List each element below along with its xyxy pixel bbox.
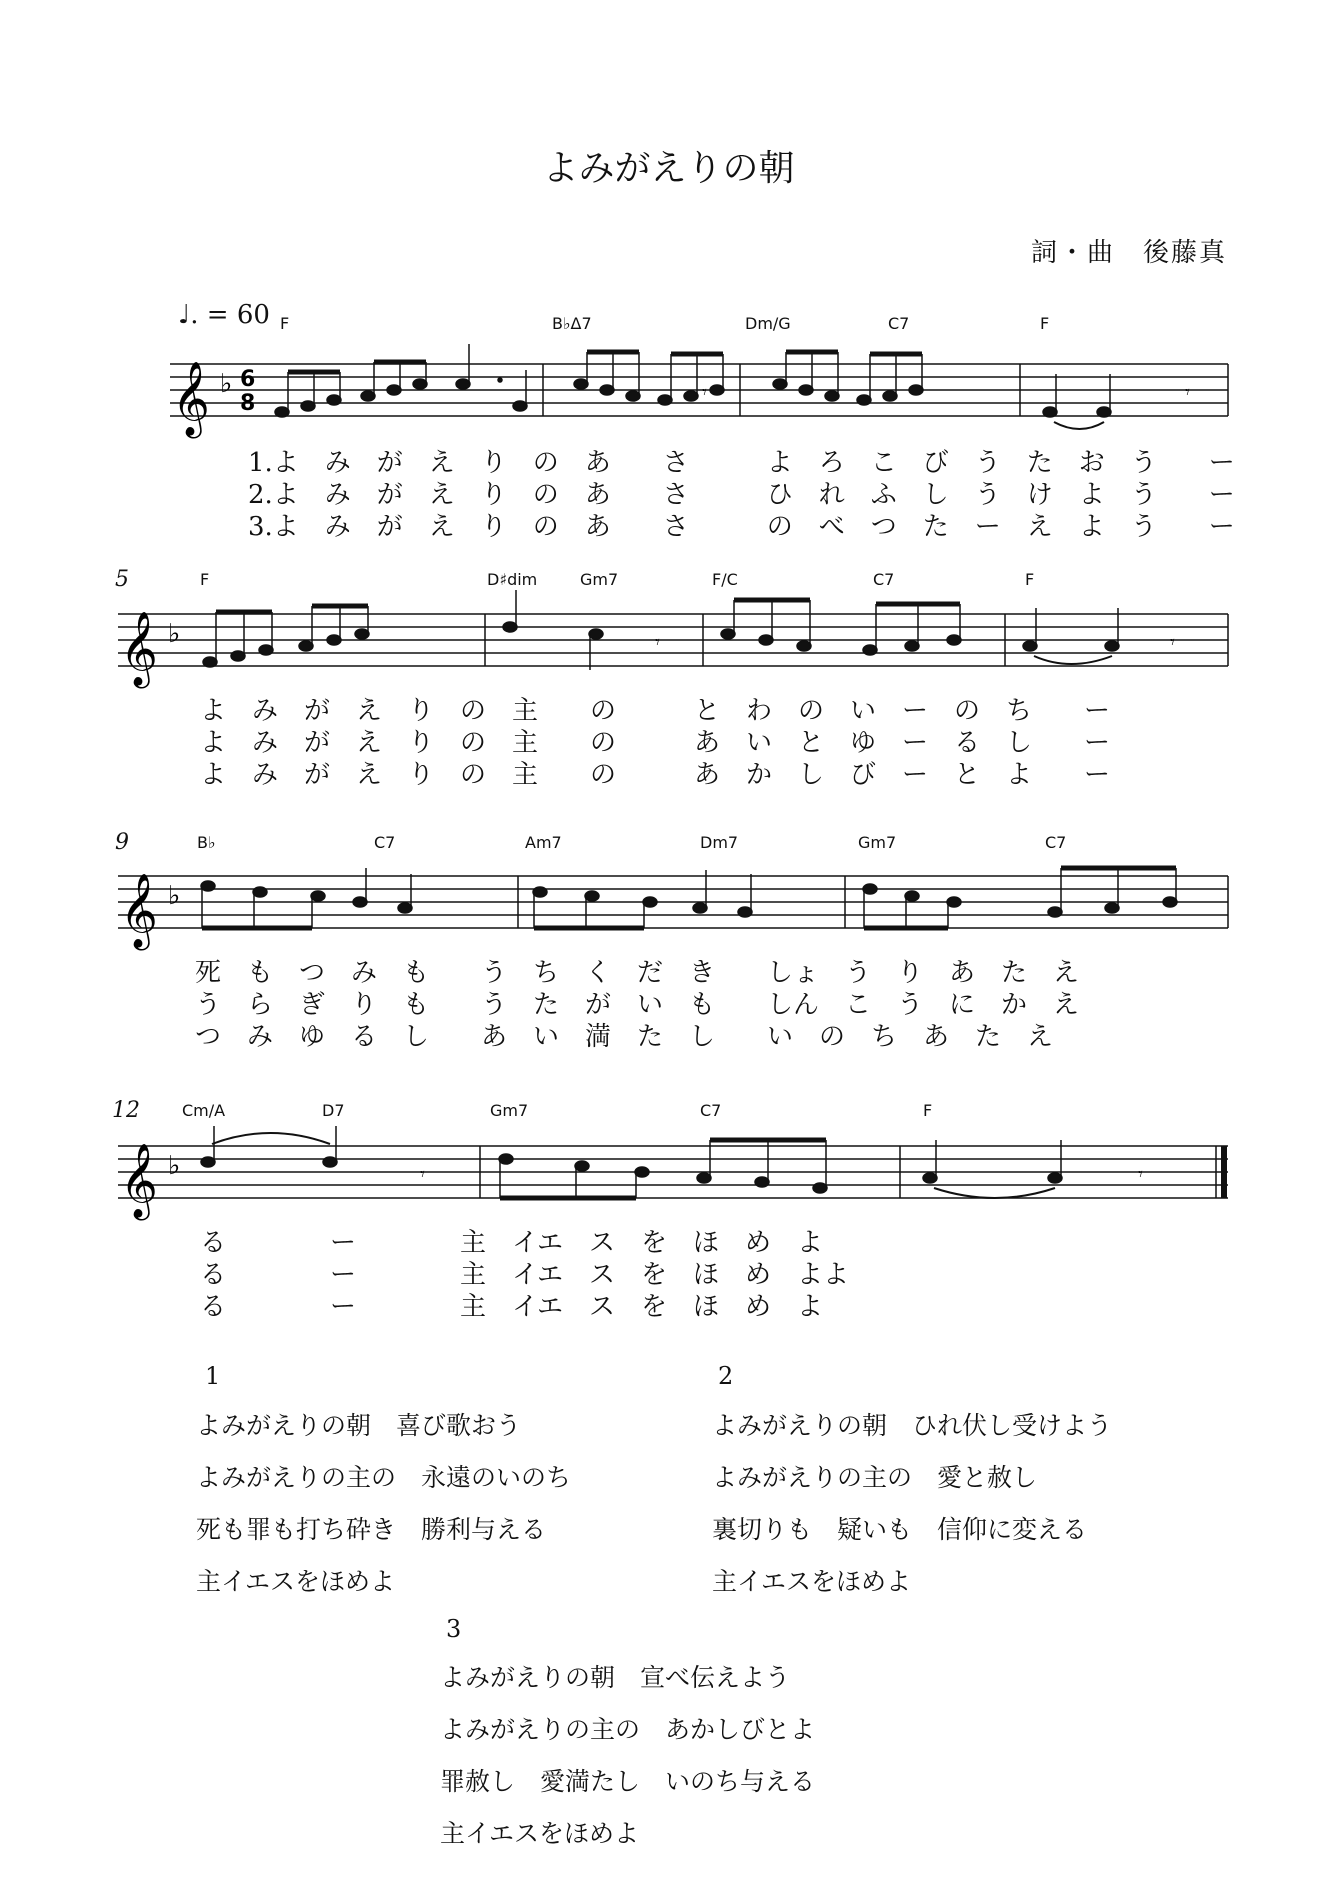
verse-line: よみがえりの朝 喜び歌おう <box>196 1411 522 1440</box>
chord-label: Am7 <box>525 833 562 852</box>
lyric-line: よ み が え り の 主 の あ い と ゆ ー る し ー <box>200 728 1111 758</box>
svg-text:8: 8 <box>240 391 256 416</box>
verse-line: 裏切りも 疑いも 信仰に変える <box>712 1515 1088 1544</box>
verse-line: 罪赦し 愛満たし いのち与える <box>440 1767 816 1796</box>
lyric-line: る ー 主 イエ ス を ほ め よよ <box>200 1260 849 1290</box>
svg-text:𝄾: 𝄾 <box>702 382 707 403</box>
lyric-line: 2.よ み が え り の あ さ ひ れ ふ し う け よ う ー <box>248 480 1235 510</box>
chord-label: C7 <box>888 314 910 333</box>
measure-number: 12 <box>112 1098 140 1123</box>
chord-label: Gm7 <box>490 1101 529 1120</box>
chord-label: B♭ <box>197 833 216 852</box>
chord-label: F <box>1040 314 1050 333</box>
chord-label: Dm7 <box>700 833 739 852</box>
lyric-line: る ー 主 イエ ス を ほ め よ <box>200 1228 823 1258</box>
chord-label: Gm7 <box>858 833 897 852</box>
lyric-line: る ー 主 イエ ス を ほ め よ <box>200 1292 823 1322</box>
lyric-line: 3.よ み が え り の あ さ の べ つ た ー え よ う ー <box>248 512 1235 542</box>
chord-label: Gm7 <box>580 570 619 589</box>
measure-number: 5 <box>115 567 129 592</box>
credit-line: 詞・曲 後藤真 <box>1030 238 1227 268</box>
staff-3 <box>0 852 1337 952</box>
verse-number: 2 <box>718 1362 734 1390</box>
treble-clef-icon: 𝄞 <box>120 612 158 686</box>
treble-clef-icon: 𝄞 <box>120 874 158 948</box>
lyric-line: よ み が え り の 主 の あ か し び ー と よ ー <box>200 760 1111 790</box>
lyric-line: う ら ぎ り も う た が い も しん こ う に か え <box>195 990 1080 1020</box>
svg-text:𝄾: 𝄾 <box>1170 632 1175 653</box>
chord-label: B♭Δ7 <box>552 314 592 333</box>
verse-line: よみがえりの朝 宣べ伝えよう <box>440 1663 791 1692</box>
svg-text:6: 6 <box>240 367 256 392</box>
chord-label: F <box>923 1101 933 1120</box>
chord-label: D7 <box>322 1101 345 1120</box>
svg-text:𝄾: 𝄾 <box>1185 382 1190 403</box>
verse-line: よみがえりの主の あかしびとよ <box>440 1715 816 1744</box>
chord-label: C7 <box>374 833 396 852</box>
svg-text:𝄾: 𝄾 <box>655 632 660 653</box>
treble-clef-icon: 𝄞 <box>120 1144 158 1218</box>
lyric-line: つ み ゆ る し あ い 満 た し い の ち あ た え <box>195 1022 1054 1052</box>
chord-label: D♯dim <box>487 570 538 589</box>
svg-text:𝄾: 𝄾 <box>1138 1164 1143 1185</box>
verse-number: 1 <box>205 1362 221 1390</box>
chord-label: Dm/G <box>745 314 791 333</box>
measure-number: 9 <box>115 830 129 855</box>
chord-label: C7 <box>873 570 895 589</box>
lyric-line: 死 も つ み も う ち く だ き しょ う り あ た え <box>195 958 1080 988</box>
verse-line: よみがえりの主の 永遠のいのち <box>196 1463 572 1492</box>
verse-line: よみがえりの朝 ひれ伏し受けよう <box>712 1411 1113 1440</box>
staff-1 <box>0 340 1337 440</box>
chord-label: F/C <box>712 570 738 589</box>
chord-label: C7 <box>1045 833 1067 852</box>
lyric-line: 1.よ み が え り の あ さ よ ろ こ び う た お う ー <box>248 448 1235 478</box>
verse-number: 3 <box>446 1615 462 1643</box>
staff-2 <box>0 590 1337 690</box>
chord-label: Cm/A <box>182 1101 226 1120</box>
verse-line: よみがえりの主の 愛と赦し <box>712 1463 1038 1492</box>
chord-label: F <box>280 314 290 333</box>
staff-4 <box>0 1122 1337 1222</box>
chord-label: F <box>1025 570 1035 589</box>
lyric-line: よ み が え り の 主 の と わ の い ー の ち ー <box>200 696 1111 726</box>
verse-line: 主イエスをほめよ <box>440 1819 640 1848</box>
flat-sign-icon: ♭ <box>168 1151 181 1181</box>
song-title: よみがえりの朝 <box>542 148 795 189</box>
treble-clef-icon: 𝄞 <box>172 362 210 436</box>
flat-sign-icon: ♭ <box>168 619 181 649</box>
svg-text:𝄾: 𝄾 <box>420 1164 425 1185</box>
chord-label: F <box>200 570 210 589</box>
flat-sign-icon: ♭ <box>168 881 181 911</box>
tempo-marking: ♩. = 60 <box>178 300 270 330</box>
flat-sign-icon: ♭ <box>220 369 233 399</box>
verse-line: 死も罪も打ち砕き 勝利与える <box>196 1515 547 1544</box>
chord-label: C7 <box>700 1101 722 1120</box>
verse-line: 主イエスをほめよ <box>196 1567 396 1596</box>
verse-line: 主イエスをほめよ <box>712 1567 912 1596</box>
